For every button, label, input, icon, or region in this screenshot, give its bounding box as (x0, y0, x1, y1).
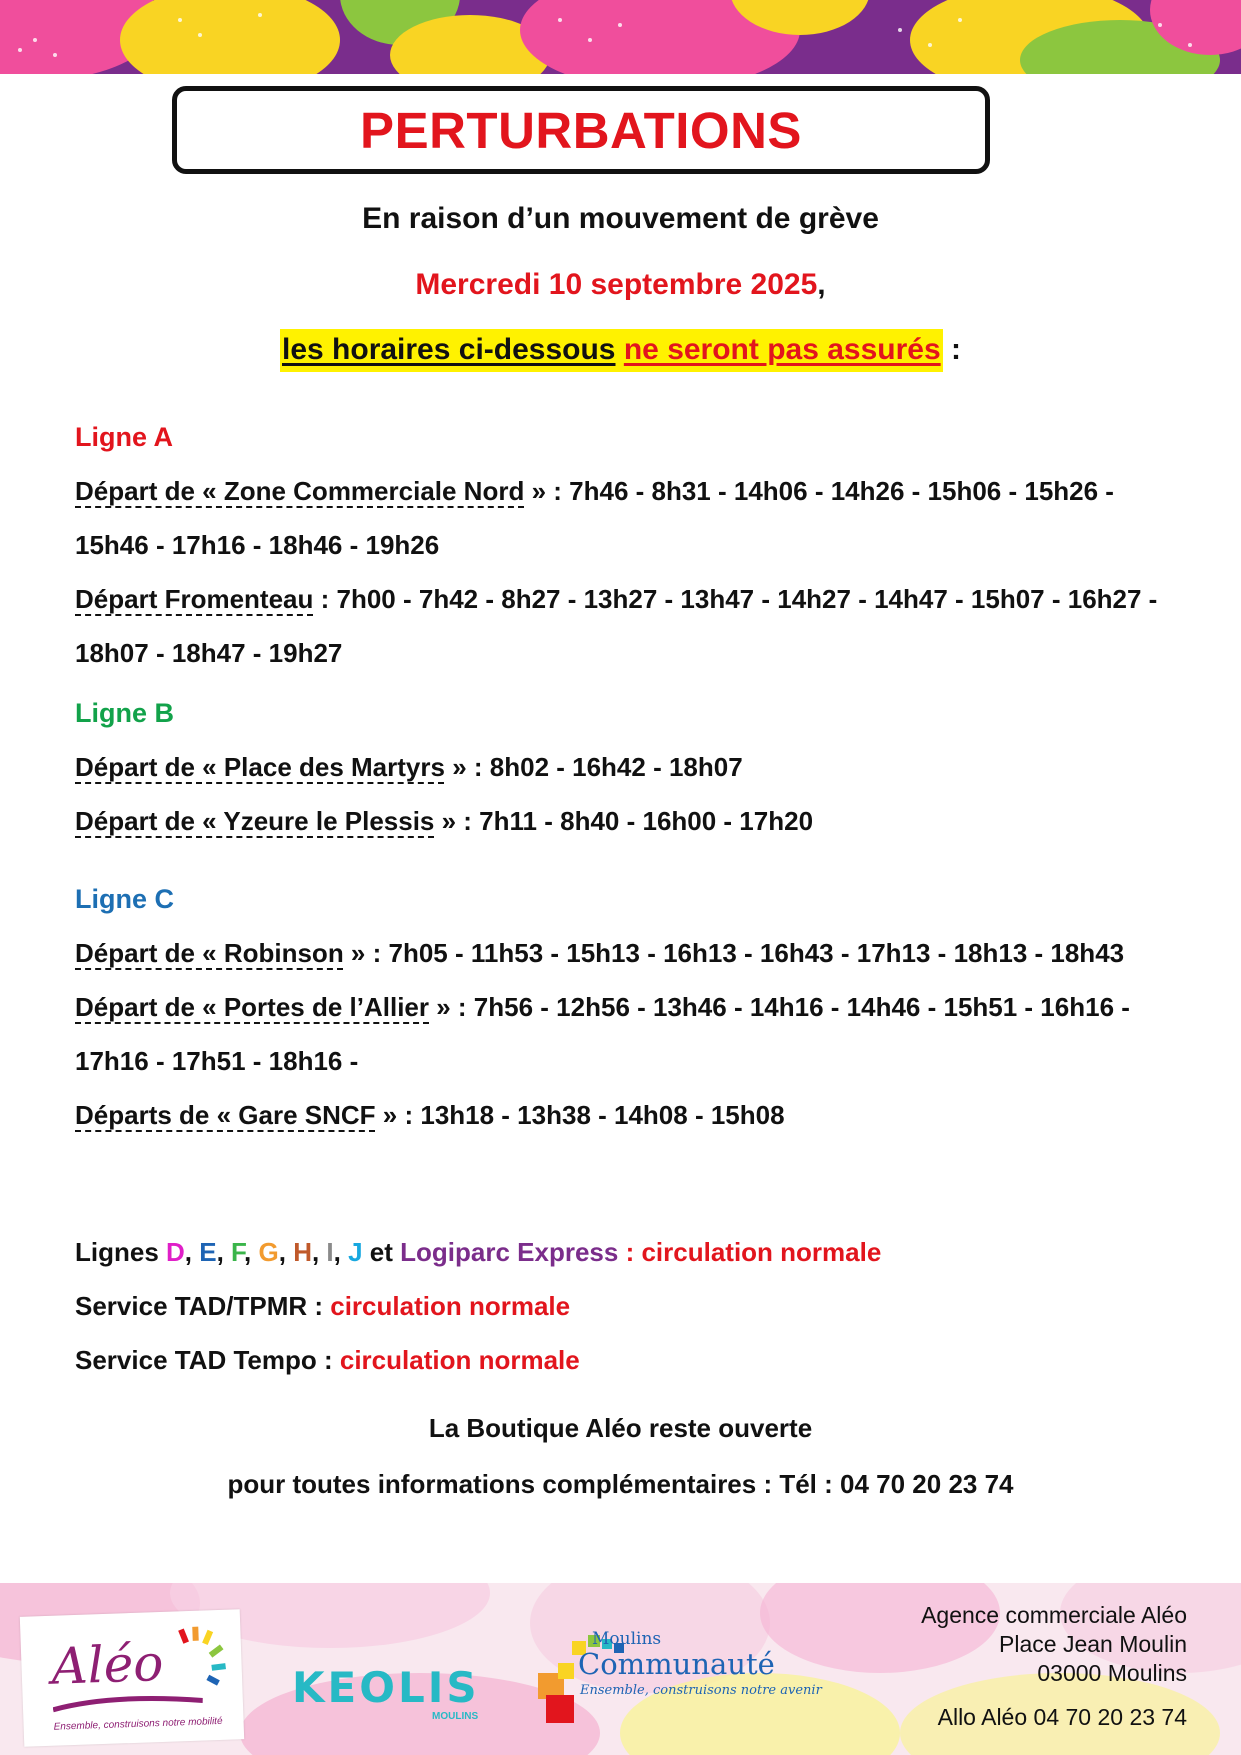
stop-close-quote: » (343, 938, 366, 968)
intro-line-date (0, 268, 1241, 302)
line-letter-j: J (348, 1237, 363, 1267)
line-letter-f: F (231, 1237, 245, 1267)
tad-tempo-status (75, 1333, 1175, 1387)
ligne-b-section (75, 686, 1175, 848)
tad-tpmr-status (75, 1279, 1175, 1333)
stop-close-quote: » (429, 992, 451, 1022)
aleo-logo (20, 1609, 244, 1747)
other-lines-status: Lignes D, E, F, G, H, I, J et Logiparc Express : circulation normale (75, 1237, 882, 1267)
ligne-c-departure-3 (75, 1088, 1175, 1142)
ligne-c-times-2: : 7h56 - 12h56 - 13h46 - 14h16 - 14h46 - 15h51 - 16h16 - 17h16 - 17h51 - 18h16 - (75, 992, 1130, 1076)
stop-portes-de-l-allier: Départ de « Portes de l’Allier (75, 992, 430, 1022)
lignes-label: Lignes (75, 1237, 167, 1267)
ligne-c-section (75, 872, 1175, 1142)
top-decorative-banner (0, 0, 1241, 74)
other-lines-status-text: circulation normale (641, 1237, 882, 1267)
keolis-subtitle: MOULINS (432, 1711, 479, 1722)
footer-banner (0, 1583, 1241, 1755)
keolis-logo: KEOLIS (292, 1663, 480, 1712)
ligne-b-departure-1 (75, 740, 1175, 794)
line-letter-h: H (293, 1237, 312, 1267)
agency-address-line1: Place Jean Moulin (999, 1631, 1187, 1657)
stop-place-des-martyrs: Départ de « Place des Martyrs (75, 752, 445, 782)
stop-fromenteau: Départ Fromenteau (75, 584, 314, 614)
tad-tempo-label: Service TAD Tempo : (75, 1345, 340, 1375)
intro-line-strike (0, 202, 1241, 236)
tad-tpmr-status-text: circulation normale (330, 1291, 571, 1321)
line-letter-e: E (199, 1237, 217, 1267)
highlighted-notice (280, 329, 943, 372)
ligne-a-departure-2 (75, 572, 1175, 680)
ligne-a-title: Ligne A (75, 422, 173, 452)
status-colon: : (618, 1237, 642, 1267)
ligne-b-times-1: : 8h02 - 16h42 - 18h07 (466, 752, 743, 782)
ligne-a-section (75, 410, 1175, 680)
mc-tagline: Ensemble, construisons notre avenir (580, 1683, 822, 1698)
intro-strike-text: En raison d’un mouvement de grève (362, 202, 879, 235)
stop-gare-sncf: Départs de « Gare SNCF (75, 1100, 376, 1130)
title-box (172, 86, 990, 174)
ligne-c-title: Ligne C (75, 884, 174, 914)
stop-robinson: Départ de « Robinson (75, 938, 344, 968)
page-title: PERTURBATIONS (360, 101, 802, 159)
line-letter-d: D (166, 1237, 185, 1267)
normal-service-section (75, 1225, 1175, 1387)
ligne-b-times-2: : 7h11 - 8h40 - 16h00 - 17h20 (456, 806, 814, 836)
stop-close-quote: » (444, 752, 467, 782)
mc-logo-word2: Communauté (578, 1647, 775, 1681)
mc-logo-word1: Moulins (592, 1629, 662, 1649)
ligne-b-title: Ligne B (75, 698, 174, 728)
line-letter-i: I (326, 1237, 334, 1267)
allo-aleo-phone: Allo Aléo 04 70 20 23 74 (937, 1704, 1187, 1730)
tad-tpmr-label: Service TAD/TPMR : (75, 1291, 331, 1321)
intro-line-notice (0, 333, 1241, 367)
boutique-open-text: La Boutique Aléo reste ouverte (428, 1413, 813, 1443)
aleo-logo-text: Aléo (50, 1633, 165, 1696)
stop-close-quote: » (434, 806, 457, 836)
notice-part1: les horaires ci-dessous (282, 333, 616, 366)
stop-zone-commerciale-nord: Départ de « Zone Commerciale Nord (75, 476, 525, 506)
stop-yzeure-le-plessis: Départ de « Yzeure le Plessis (75, 806, 435, 836)
stop-close-quote: » (524, 476, 547, 506)
notice-suffix: : (942, 333, 961, 366)
ligne-b-departure-2 (75, 794, 1175, 848)
ligne-c-times-3: : 13h18 - 13h38 - 14h08 - 15h08 (397, 1100, 785, 1130)
stop-close-quote: » (375, 1100, 398, 1130)
ligne-c-departure-1 (75, 926, 1175, 980)
agency-address-line2: 03000 Moulins (1037, 1660, 1187, 1686)
date-suffix: , (817, 268, 826, 301)
line-letter-g: G (258, 1237, 279, 1267)
ligne-c-departure-2 (75, 980, 1175, 1088)
ligne-a-departure-1 (75, 464, 1175, 572)
ligne-a-times-2: : 7h00 - 7h42 - 8h27 - 13h27 - 13h47 - 14h27 - 14h47 - 15h07 - 16h27 - 18h07 - 18h47 - 19h27 (75, 584, 1158, 668)
agency-name: Agence commerciale Aléo (921, 1602, 1187, 1628)
logiparc-express: Logiparc Express (400, 1237, 619, 1267)
boutique-contact-text: pour toutes informations complémentaires : Tél : 04 70 20 23 74 (227, 1469, 1014, 1499)
ligne-c-times-1: : 7h05 - 11h53 - 15h13 - 16h13 - 16h43 - 17h13 - 18h13 - 18h43 (365, 938, 1125, 968)
et-word: et (362, 1237, 401, 1267)
ligne-a-times-1: : 7h46 - 8h31 - 14h06 - 14h26 - 15h06 - 15h26 - 15h46 - 17h16 - 18h46 - 19h26 (75, 476, 1114, 560)
strike-date: Mercredi 10 septembre 2025 (415, 268, 818, 301)
boutique-line-2 (0, 1469, 1241, 1500)
swoosh-icon (53, 1693, 204, 1716)
aleo-tagline: Ensemble, construisons notre mobilité (53, 1715, 223, 1733)
tad-tempo-status-text: circulation normale (339, 1345, 580, 1375)
notice-part2: ne seront pas assurés (623, 333, 941, 366)
agency-address (921, 1601, 1187, 1688)
sun-rays-icon (170, 1624, 232, 1696)
boutique-line-1 (0, 1413, 1241, 1444)
